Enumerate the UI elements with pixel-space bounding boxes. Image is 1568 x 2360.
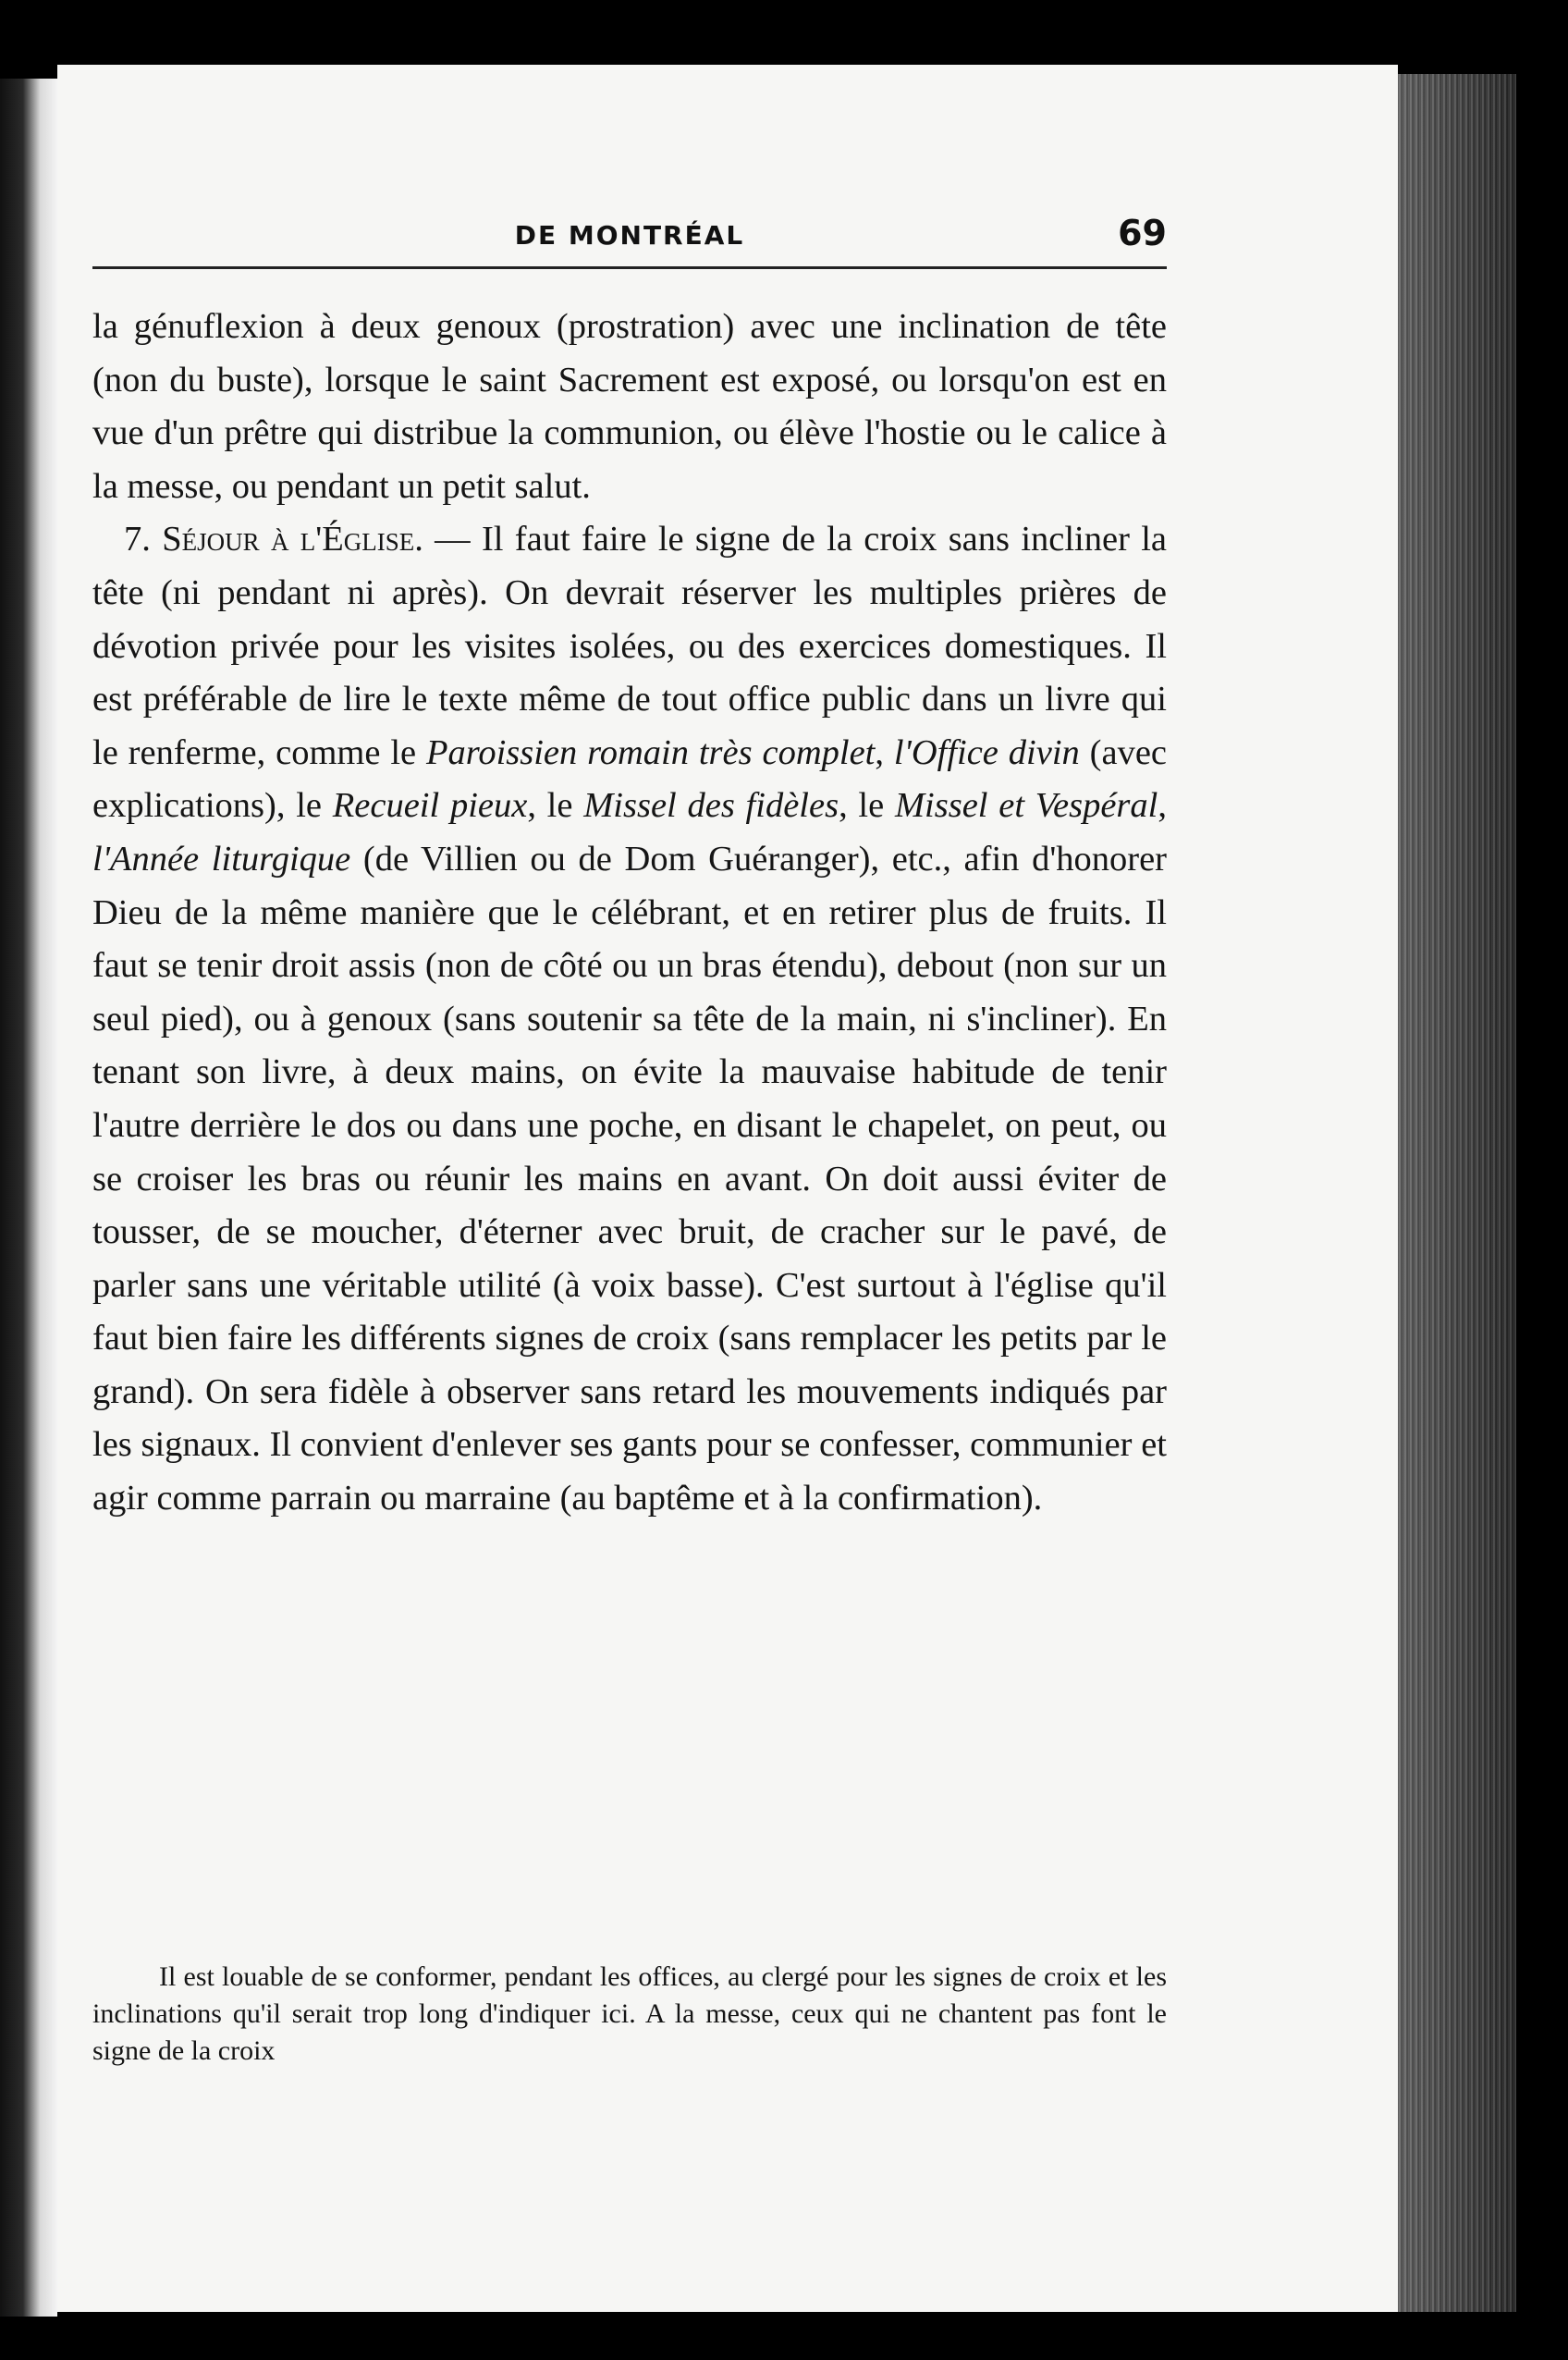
- footnote: [92, 1959, 1167, 2070]
- footnote-text: Il est louable de se conformer, pendant les offices, au clergé pour les signes de croix et les inclinations qu'il serait trop long d'indiquer ici. A la messe, ceux qui ne chantent pas font le signe de la croix: [92, 1961, 1167, 2066]
- paragraph-sejour: [92, 513, 1167, 1525]
- book-title: Missel et Vespéral: [894, 786, 1158, 826]
- book-title: Paroissien romain très complet: [426, 732, 876, 772]
- book-fore-edge: [1398, 74, 1516, 2312]
- book-title: Recueil pieux: [332, 786, 528, 826]
- paragraph-continued: la génuflexion à deux genoux (prostration) avec une inclination de tête (non du buste), lorsque le saint Sacrement est exposé, ou lorsqu'on est en vue d'un prêtre qui distribue la communion, ou élève l'hostie ou le calice à la messe, ou pendant un petit salut.: [92, 307, 1167, 506]
- paragraph-text: ,: [875, 732, 894, 772]
- book-title: Missel des fidèles: [583, 786, 839, 826]
- header-rule: [92, 266, 1167, 269]
- section-heading: Séjour à l'Église.: [162, 520, 423, 559]
- body-text: [92, 301, 1167, 1526]
- paragraph-text: , le: [839, 786, 895, 826]
- paragraph-text: Il faut faire le signe de la croix sans incliner la tête (ni pendant ni après). On devrait réserver les multiples prières de dévotion privée pour les visites isolées, ou des exercices domestiques. Il est préférable de lire le texte même de tout office public dans un livre qui le renferme, comme le: [92, 520, 1168, 772]
- paragraph-text: ,: [1158, 786, 1167, 826]
- heading-dash: —: [423, 520, 482, 559]
- paragraph-text: (de Villien ou de Dom Guéranger), etc., afin d'honorer Dieu de la même manière que le célébrant, et en retirer plus de fruits. Il faut se tenir droit assis (non de côté ou un bras étendu), debout (non sur un seul pied), ou à genoux (sans soutenir sa tête de la main, ni s'incliner). En tenant son livre, à deux mains, on évite la mauvaise habitude de tenir l'autre derrière le dos ou dans une poche, en disant le chapelet, on peut, ou se croiser les bras ou réunir les mains en avant. On doit aussi éviter de tousser, de se moucher, d'éterner avec bruit, de cracher sur le pavé, de parler sans une véritable utilité (à voix basse). C'est surtout à l'église qu'il faut bien faire les différents signes de croix (sans remplacer les petits par le grand). On sera fidèle à observer sans retard les mouvements indiqués par les signaux. Il convient d'enlever ses gants pour se confesser, communier et agir comme parrain ou marraine (au baptême et à la confirmation).: [92, 839, 1167, 1518]
- book-title: l'Office divin: [893, 732, 1080, 772]
- book-title: l'Année liturgique: [92, 839, 351, 879]
- running-head: DE MONTRÉAL: [514, 220, 745, 251]
- section-number: 7.: [124, 520, 151, 559]
- facing-page-edge: [0, 79, 57, 2317]
- paragraph-text: , le: [527, 786, 584, 826]
- page-header: [92, 148, 1167, 268]
- paragraph-text: (avec explications), le: [92, 732, 1167, 826]
- page-number: 69: [1118, 213, 1167, 253]
